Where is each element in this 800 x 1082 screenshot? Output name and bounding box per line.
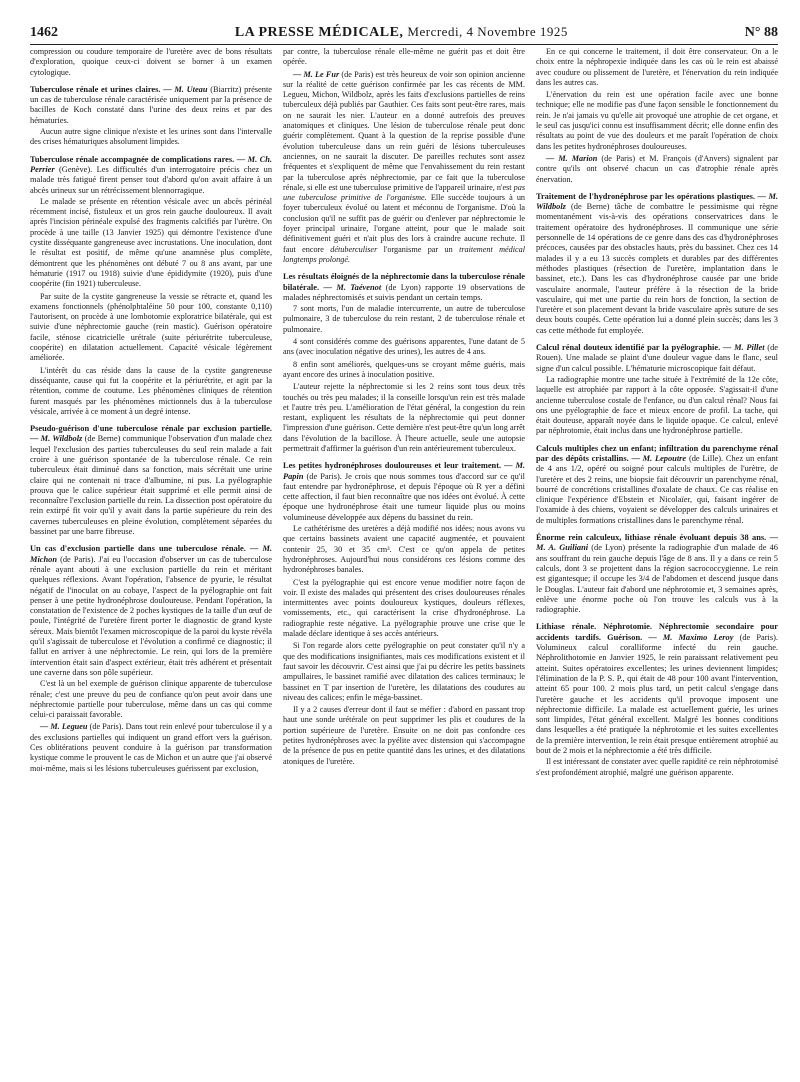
author-name: M. Lepoutre xyxy=(642,453,687,463)
paragraph: 7 sont morts, l'un de maladie intercurrente, un autre de tuberculose pulmonaire, 3 de tuberculose du rein restant, 2 de tuberculose rénale et pulmonaire. xyxy=(283,304,525,334)
section-lead: (Genève). Les difficultés d'un interrogatoire précis chez un malade très fatigué firent penser tout d'abord qu'on avait affaire à un abcès urineux sur un rétrécissement blennorragique. xyxy=(30,164,272,195)
section-lead: (de Berne) communique l'observation d'un malade chez lequel l'exclusion des parties tuberculeuses du seul rein malade a fait croire à une guérison spontanée de la tuberculose rénale. Ce rein tuberculeux était diminué dans sa fonction, mais sécrétait une urine claire qui ne contenait ni trace d'albumine, ni pus. La pyélographie prouva que le calice supérieur était supprimé et elle permit ainsi de reconnaître l'exclusion partielle du rein. La dissection post opératoire du rein extirpé fit voir qu'il y avait dans la partie supérieure du rein des cavernes tuberculeuses en pleine évolution, complètement séparées du bassinet par une barre fibreuse. xyxy=(30,434,272,537)
journal-name: LA PRESSE MÉDICALE, xyxy=(234,25,404,40)
section-title: Un cas d'exclusion partielle dans une tuberculose rénale. — xyxy=(30,544,259,554)
section-title: Calcul rénal douteux identifié par la pyélographie. — xyxy=(536,343,732,353)
section-heading xyxy=(536,192,778,336)
section-title: Tuberculose rénale accompagnée de complications rares. — xyxy=(30,154,246,164)
emphasis-text: pas une tuberculose primitive de l'organisme. xyxy=(283,182,525,203)
paragraph xyxy=(283,70,525,266)
page-header xyxy=(30,24,778,45)
section-heading xyxy=(283,272,525,303)
section-title: Lithiase rénale. Néphrotomie. Néphrectomie secondaire pour accidents tardifs. Guérison. — xyxy=(536,622,778,642)
section-lead: (de Rouen). Une malade se plaint d'une douleur vague dans le flanc, seul signe d'un calcul possible. L'hématurie microscopique fait défaut. xyxy=(536,343,778,373)
section-heading xyxy=(283,461,525,523)
section-title: Pseudo-guérison d'une tuberculose rénale par exclusion partielle. — xyxy=(30,424,272,444)
paragraph: Il est intéressant de constater avec quelle rapidité ce rein néphrotomisé s'est profondément atrophié, malgré une guérison apparente. xyxy=(536,757,778,777)
author-name: M. A. Guiliani xyxy=(536,543,589,553)
paragraph: Par suite de la cystite gangreneuse la vessie se rétracte et, quand les examens fonctionnels (phénolphtaléine 50 pour 100, constante 0,110) l'autorisent, on procède à une lombotomie exploratrice bilatérale, qui est suivie d'une néphrectomie gauche (rein mastic). Guérison opératoire facile, sténose cicatricielle urétrale (suite périurétrite tuberculeuse, coopérite) en dilatation actuellement. Capacité vésicale légèrement améliorée. xyxy=(30,291,272,363)
paragraph: 4 sont considérés comme des guérisons apparentes, l'une datant de 5 ans (avec inoculation négative des urines), les autres de 4 ans. xyxy=(283,337,525,357)
section-heading xyxy=(30,544,272,678)
section-title: Traitement de l'hydronéphrose par les opérations plastiques. — xyxy=(536,191,766,201)
paragraph: 8 enfin sont améliorés, quelques-uns se croyant même guéris, mais ayant encore des urines à inoculation positive. xyxy=(283,359,525,379)
author-name: M. Papin xyxy=(283,461,525,481)
paragraph: C'est la pyélographie qui est encore venue modifier notre façon de voir. Il existe des malades qui présentent des crises douloureuses rénales intermittentes avec points douloureux kystiques, douleurs réflexes, vomissements, etc., qui caractérisent la crise d'hydronéphrose. La radiographie reste négative. La pyélographie prouve une crise que le malade déclare identique à ses accès antérieurs. xyxy=(283,577,525,639)
paragraph-text: l'organisme par un xyxy=(383,244,453,254)
author-name: — M. Le Fur xyxy=(293,69,340,79)
section-heading xyxy=(536,533,778,615)
section-lead: (Biarritz) présente un cas de tuberculose rénale caractérisée uniquement par la présence de bacilles de Koch constaté dans l'urine des deux reins et par des hématuries. xyxy=(30,84,272,125)
author-name: M. Michon xyxy=(30,544,272,564)
author-name: M. Taévenot xyxy=(336,282,382,292)
paragraph: Le malade se présente en rétention vésicale avec un abcès périnéal récemment incisé, fistuleux et un gros rein gauche douloureux. Il avait après l'incision périnéale expulsé des fragments calcifiés par l'urètre. On procède à une taille (13 Janvier 1925) qui démontre l'existence d'une cystite disséquante gangreneuse avec incrustations. Une inoculation, dont le résultat est positif, de même qu'une anamnèse plus complète, démontrent que les phénomènes ont débuté 7 ou 8 ans avant, par une hématurie (1917 ou 1918) suivie d'une épididymite (1920), puis d'une coopérite (fin 1921) tuberculeuse. xyxy=(30,196,272,289)
paragraph: Le cathétérisme des uretères a déjà modifié nos idées; nous avons vu que certains bassinets avaient une capacité augmentée, et pouvaient contenir 25, 30 et 35 cm³. C'est ce qu'on appela de petites hydronéphroses. Aujourd'hui nous considérons ces lésions comme des hydronéphroses banales. xyxy=(283,524,525,575)
section-lead: (de Berne) tâche de combattre le pessimisme qui règne momentanément vis-à-vis des opérations conservatrices dans le traitement opératoire des hydronéphroses. Il communique une série personnelle de 14 opérations de ce genre dans des cas d'hydronéphroses précoces, causées par des obstacles hauts, près du bassinet. Chez ces 14 malades il y a eu 13 succès complets et durables par des différentes méthodes plastiques (résection de l'uretère, implantation dans le bassinet, etc.). Dans les cas d'hydronéphrose causée par une bride vasculaire anormale, l'auteur préfère à la résection de la bride vasculaire, qui met une partie du rein hors de fonction, la section de l'uretère et son placement devant la bride vasculaire après suture de ses deux bouts coupés. Cette opération lui a donné plein succès; dans les 3 cas cette méthode fut employée. xyxy=(536,202,778,335)
author-name: M. Maximo Leroy xyxy=(662,632,734,642)
author-name: M. Uteau xyxy=(174,84,208,94)
column-3 xyxy=(536,47,778,780)
author-name: M. Wildbolz xyxy=(536,191,778,212)
paragraph-text: (de Paris) est très heureux de voir son opinion ancienne sur la réalité de cette guérison confirmée par les cas récents de MM. Legueu, Michon, Wildbolz, après les faits d'exclusions partielles de reins tuberculeux déjà publiés par Gauthier. Ces faits sont peut-être rares, mais on ne saurait les nier. L'auteur en a donné autrefois des preuves anatomiques et cliniques. Une lésion de tuberculose rénale peut donc guérir complètement. Quant à la question de la reprise possible d'une évolution tuberculeuse dans un rein guéri de lésions tuberculeuses anciennes, on ne saurait la discuter. De pareilles rechutes sont assez fréquentes et s'expliquent de même que l'envahissement du rein restant par la tuberculose après néphrectomie, par ce fait que la tuberculose rénale, si elle est une tuberculose primitive de l'appareil urinaire, n'est xyxy=(283,69,525,192)
paragraph: C'est là un bel exemple de guérison clinique apparente de tuberculose rénale; c'est une preuve du peu de confiance qu'on peut avoir dans une néphrectomie partielle pour tuberculose, même dans un cas qui comme celui-ci paraissait favorable. xyxy=(30,679,272,720)
paragraph: Si l'on regarde alors cette pyélographie on peut constater qu'il n'y a que des modifications insignifiantes, mais ces modifications existent et il faut savoir les découvrir. C'est ainsi que j'ai pu décrire les petits bassinets ampullaires, le bassinet ramifié avec dilatation des calices terminaux; le bassinet en T par insertion de l'uretère, les dilatations des coudures au niveau des calices; enfin le méga-bassinet. xyxy=(283,641,525,702)
paragraph: En ce qui concerne le traitement, il doit être conservateur. On a le choix entre la néphropexie indiquée dans les cas où le rein est abaissé avec coudure ou plissement de l'uretère, et l'énervation du rein indiquée dans les autres cas. xyxy=(536,47,778,87)
paragraph: Il y a 2 causes d'erreur dont il faut se méfier : d'abord en passant trop haut une sonde urétérale on peut supprimer les plis et coudures de la portion supérieure de l'uretère. Ensuite on ne doit pas confondre ces petites hydronéphroses avec la pyélite avec distension qui s'accompagne de la présence de pus en petite quantité dans les urines, et des dilatations atoniques de l'uretère. xyxy=(283,705,525,766)
author-name: M. Pillet xyxy=(734,343,765,353)
paragraph: L'intérêt du cas réside dans la cause de la cystite gangreneuse disséquante, cause qui fut la coopérite et la périurétrite, et agit par la rétention, comme de coutume. Les phénomènes cliniques de rétention furent masqués par les phénomènes mictionnels dus à la tuberculose vésicale, arrivée à ce moment à un degré intense. xyxy=(30,365,272,416)
paragraph: compression ou coudure temporaire de l'uretère avec de bons résultats d'exploration, quoique ceux-ci doivent se borner à un examen cytologique. xyxy=(30,47,272,77)
emphasis-text: détuberculiser xyxy=(330,244,378,254)
section-heading xyxy=(30,85,272,126)
paragraph xyxy=(536,154,778,185)
paragraph: Aucun autre signe clinique n'existe et les urines sont dans l'intervalle des crises hématuriques absolument limpides. xyxy=(30,127,272,147)
column-2 xyxy=(283,47,525,780)
paragraph: L'énervation du rein est une opération facile avec une bonne technique; elle ne modifie pas d'une façon sensible le fonctionnement du rein. Je n'ai jamais vu qu'elle ait provoqué une atrophie de cet organe, et le seul cas jusqu'ici connu est insuffisamment décrit; elle donne enfin des résultats au point de vue des douleurs et me paraît l'opération de choix dans les petites hydronéphroses douloureuses. xyxy=(536,90,778,151)
author-name: — M. Legueu xyxy=(40,722,88,732)
issue-number: N° 88 xyxy=(744,25,778,40)
section-title: Les petites hydronéphroses douloureuses et leur traitement. — xyxy=(283,461,513,471)
section-heading xyxy=(30,155,272,196)
section-lead: (de Paris). J'ai eu l'occasion d'observer un cas de tuberculose rénale ayant abouti à une exclusion partielle du rein et méritant quelques réflexions. Avant l'opération, l'absence de pyurie, le résultat négatif de l'inoculat on au cobaye, l'aspect de la pyélographie ont fait penser à une petite hydronéphrose douloureuse. Pendant l'opération, la constatation de l'existence de 2 poches kystiques de la taille d'un œuf de poule, l'intégrité de l'uretère firent porter le diagnostic de grand kyste séreux. Mais bientôt l'examen microscopique de la paroi du kyste révéla qu'il s'agissait de tuberculose et l'évolution a confirmé ce diagnostic; il fallut en arriver à une néphrectomie. Le rein, qui lors de la première intervention était sain d'aspect extérieur, était très adhérent et présentait une caverne dans son pôle supérieur. xyxy=(30,554,272,677)
paragraph-text: (de Paris). Dans tout rein enlevé pour tuberculose il y a des exclusions partielles qui indiquent un grand effort vers la guérison. Ces oblitérations peuvent conduire à la guérison par transformation kystique comme le prouvent le cas de Michon et un autre que j'ai observé moi-même, mais si les lésions tuberculeuses guérissent par exclusion, xyxy=(30,722,272,773)
emphasis-text: traitement médical longtemps prolongé. xyxy=(283,244,525,264)
paragraph: par contre, la tuberculose rénale elle-même ne guérit pas et doit être opérée. xyxy=(283,47,525,67)
section-lead: (de Paris). Je crois que nous sommes tous d'accord sur ce qu'il faut entendre par hydronéphrose, et depuis l'époque où R yer a défini cette affection, il faut bien reconnaître que nos idées ont évolué. À cette époque une hydronéphrose était une tumeur liquide plus ou moins volumineuse développée aux dépens du bassinet du rein. xyxy=(283,471,525,522)
running-title xyxy=(235,24,568,41)
issue-date: Mercredi, 4 Novembre 1925 xyxy=(407,24,568,39)
section-lead: (de Lille). Chez un enfant de 4 ans 1/2, opéré ou soigné pour calculs multiples de l'urètre, de l'uretère et des 2 reins, une biopsie fait découvrir un parenchyme rénal, bourré de concrétions cristallines d'oxalate de chaux. Ce cas réalise en clinique l'expérience d'Ebstein et Nicolaïer, qui, faisant ingérer de l'oxamide à des chiens, voyaient se développer des calculs urinaires et de multiples formations cristallines dans le parenchyme rénal. xyxy=(536,453,778,525)
paragraph-text: Elle succède toujours à un foyer tuberculeux évolué ou latent et méconnu de l'organisme. D'où la conclusion qu'il ne suffit pas de guérir ou d'enlever par néphrectomie le foyer principal urinaire, l'organe atteint, pour que le malade soit définitivement guéri et n'ait plus des lors à craindre aucune rechute. Il faut encore xyxy=(283,193,525,254)
paragraph-text: (de Paris) et M. François (d'Anvers) signalent par contre qu'ils ont observé chacun un cas d'atrophie rénale après énervation. xyxy=(536,153,778,184)
author-name: M. Wildbolz xyxy=(40,434,83,444)
text-columns xyxy=(30,47,778,780)
author-name: M. Ch. Perrier xyxy=(30,154,272,174)
section-title: Les résultats éloignés de la néphrectomie dans la tuberculose rénale bilatérale. — xyxy=(283,272,525,292)
paragraph xyxy=(30,722,272,773)
section-lead: (de Lyon) présente la radiographie d'un malade de 46 ans souffrant du rein gauche depuis l'âge de 8 ans. Il y a dans ce rein 5 calculs, dont 3 se projettent dans la région sacrococcygienne. Le rein est gigantesque; il occupe les 3/4 de l'abdomen et descend jusque dans le Douglas. L'auteur fait d'abord une néphrotomie et, 3 semaines après, enlève une énorme poche où l'on trouve les calculs vus à la radiographie. xyxy=(536,543,778,615)
section-heading xyxy=(30,424,272,537)
section-title: Énorme rein calculeux, lithiase rénale évoluant depuis 38 ans. — xyxy=(536,533,778,543)
author-name: — M. Marion xyxy=(546,153,598,163)
paragraph: L'auteur rejette la néphrectomie si les 2 reins sont tous deux très touchés ou très peu malades; il la conseille lorsqu'un rein est très malade et l'autre très peu. L'amélioration de l'état général, la congestion du rein restant, expliquent les résultats de la néphrectomie qui peut donner l'impression d'une guérison. Cette dernière n'est peut-être qu'un long arrêt dans l'évolution de la bacillose. À l'heure actuelle, seule une autopsie permettrait d'affirmer la guérison d'un rein antérieurement tuberculeux. xyxy=(283,382,525,453)
section-heading xyxy=(536,343,778,374)
section-title: Tuberculose rénale et urines claires. — xyxy=(30,84,172,94)
paragraph: La radiographie montre une tache située à l'extrémité de la 12e côte, laquelle est atrophiée par rapport à la côte opposée. S'agissait-il d'une ancienne tuberculose costale de l'enfance, ou d'un calcul rénal? Nous fai ons une pyélographie de face et mieux encore de profil. La tache, qui était douteuse, apparaît noyée dans le liquide opaque. Ce calcul, enlevé par néphrotomie, était inclus dans une hydronéphrose partielle. xyxy=(536,374,778,436)
page-number: 1462 xyxy=(30,25,58,40)
section-heading xyxy=(536,444,778,526)
section-lead: (de Paris). Volumineux calcul coralliforme infecté du rein gauche. Néphrolithotomie en Janvier 1925, le rein paraissant relativement peu atteint. Suites opératoires excellentes; les urines deviennent limpides; l'élimination de la P. S. P., qui était de 48 pour 100 avant l'intervention, atteint 65 pour 100. 2 mois plus tard, un petit calcul s'engage dans l'uretère gauche et les accidents qu'il provoque imposent une néphrectomie difficile. La malade est actuellement guérie, les urines sont limpides, l'état général excellent. Malgré les bonnes conditions dans lesquelles a été pratiquée la néphrotomie et les suites excellentes de la première intervention, le rein était presque entièrement atrophié au bout de 2 mois et la néphrectomie a été très difficile. xyxy=(536,632,778,755)
column-1 xyxy=(30,47,272,780)
section-lead: (de Lyon) rapporte 19 observations de malades néphrectomisés et suivis pendant un certain temps. xyxy=(283,282,525,302)
section-title: Calculs multiples chez un enfant; infiltration du parenchyme rénal par des dépôts cristallins. — xyxy=(536,443,778,463)
section-heading xyxy=(536,622,778,756)
